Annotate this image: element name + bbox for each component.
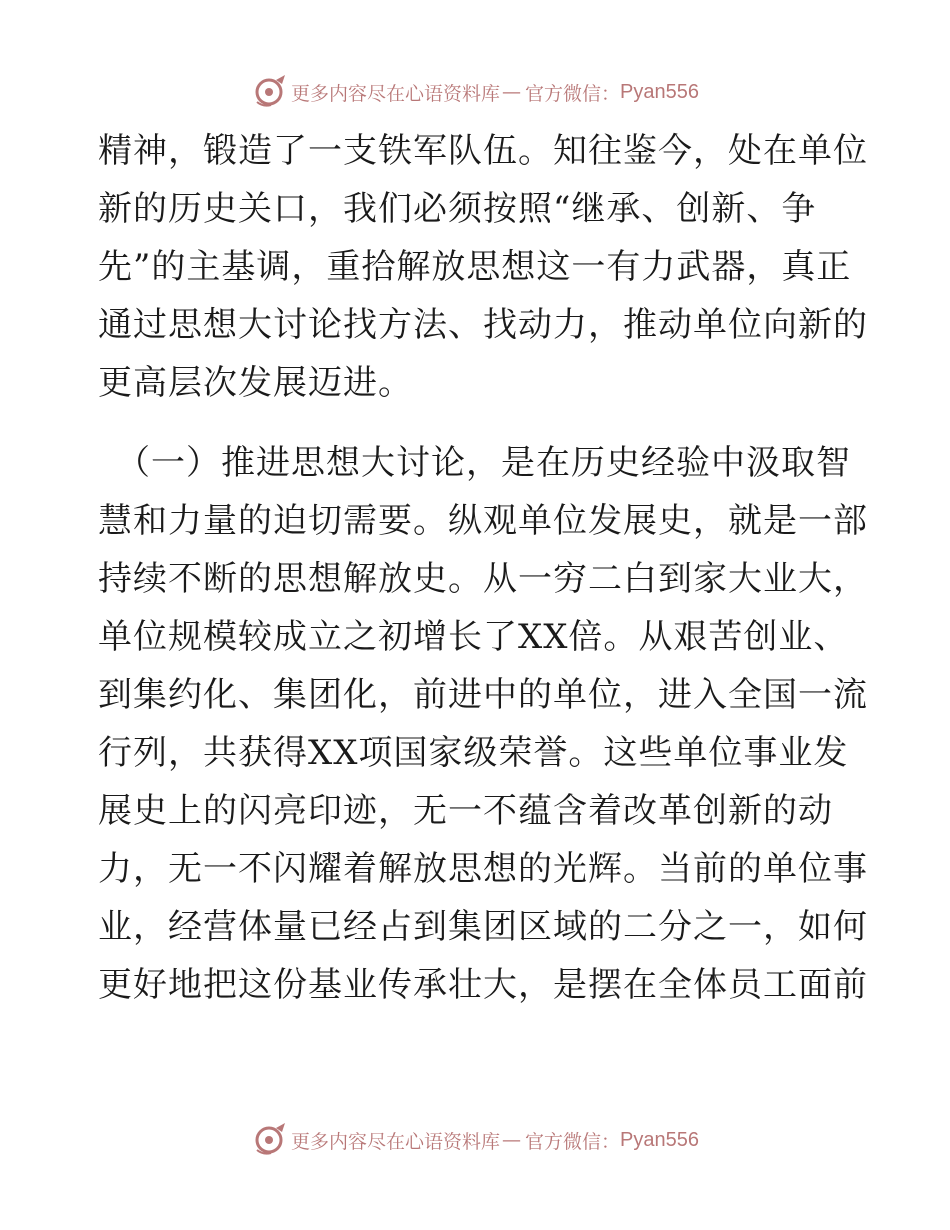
banner-text: 更多内容尽在心语资料库 — [291, 82, 501, 105]
banner-text: 更多内容尽在心语资料库 — [291, 1130, 501, 1153]
text-line: 展史上的闪亮印迹，无一不蕴含着改革创新的动 — [98, 791, 833, 831]
text-line: 单位规模较成立之初增长了XX倍。从艰苦创业、 — [98, 617, 849, 657]
banner-separator: — — [502, 81, 522, 103]
wechat-id: Pyan556 — [620, 1128, 699, 1151]
footer-watermark-banner — [0, 1120, 950, 1160]
text-line: 慧和力量的迫切需要。纵观单位发展史，就是一部 — [98, 501, 868, 541]
paragraph-2 — [98, 434, 868, 1014]
banner-separator: — — [502, 1129, 522, 1151]
pen-circle-logo-icon — [251, 1122, 287, 1158]
text-line: 行列，共获得XX项国家级荣誉。这些单位事业发 — [98, 733, 849, 773]
text-line: 业，经营体量已经占到集团区域的二分之一，如何 — [98, 907, 868, 947]
text-line: （一）推进思想大讨论，是在历史经验中汲取智 — [116, 443, 851, 483]
text-line: 更好地把这份基业传承壮大，是摆在全体员工面前 — [98, 965, 868, 1005]
text-line: 通过思想大讨论找方法、找动力，推动单位向新的 — [98, 305, 868, 345]
text-line: 新的历史关口，我们必须按照“继承、创新、争 — [98, 189, 817, 229]
header-watermark-banner — [0, 72, 950, 112]
wechat-label: 官方微信： — [525, 1130, 621, 1153]
paragraph-1 — [98, 122, 868, 412]
wechat-id: Pyan556 — [620, 80, 699, 103]
text-line: 精神，锻造了一支铁军队伍。知往鉴今，处在单位 — [98, 131, 868, 171]
document-body — [98, 122, 868, 1014]
pen-circle-logo-icon — [251, 74, 287, 110]
text-line: 力，无一不闪耀着解放思想的光辉。当前的单位事 — [98, 849, 868, 889]
text-line: 更高层次发展迈进。 — [98, 363, 413, 403]
text-line: 持续不断的思想解放史。从一穷二白到家大业大， — [98, 559, 868, 599]
text-line: 先”的主基调，重拾解放思想这一有力武器，真正 — [98, 247, 852, 287]
paragraph-gap — [98, 412, 858, 434]
wechat-label: 官方微信： — [525, 82, 621, 105]
text-line: 到集约化、集团化，前进中的单位，进入全国一流 — [98, 675, 868, 715]
